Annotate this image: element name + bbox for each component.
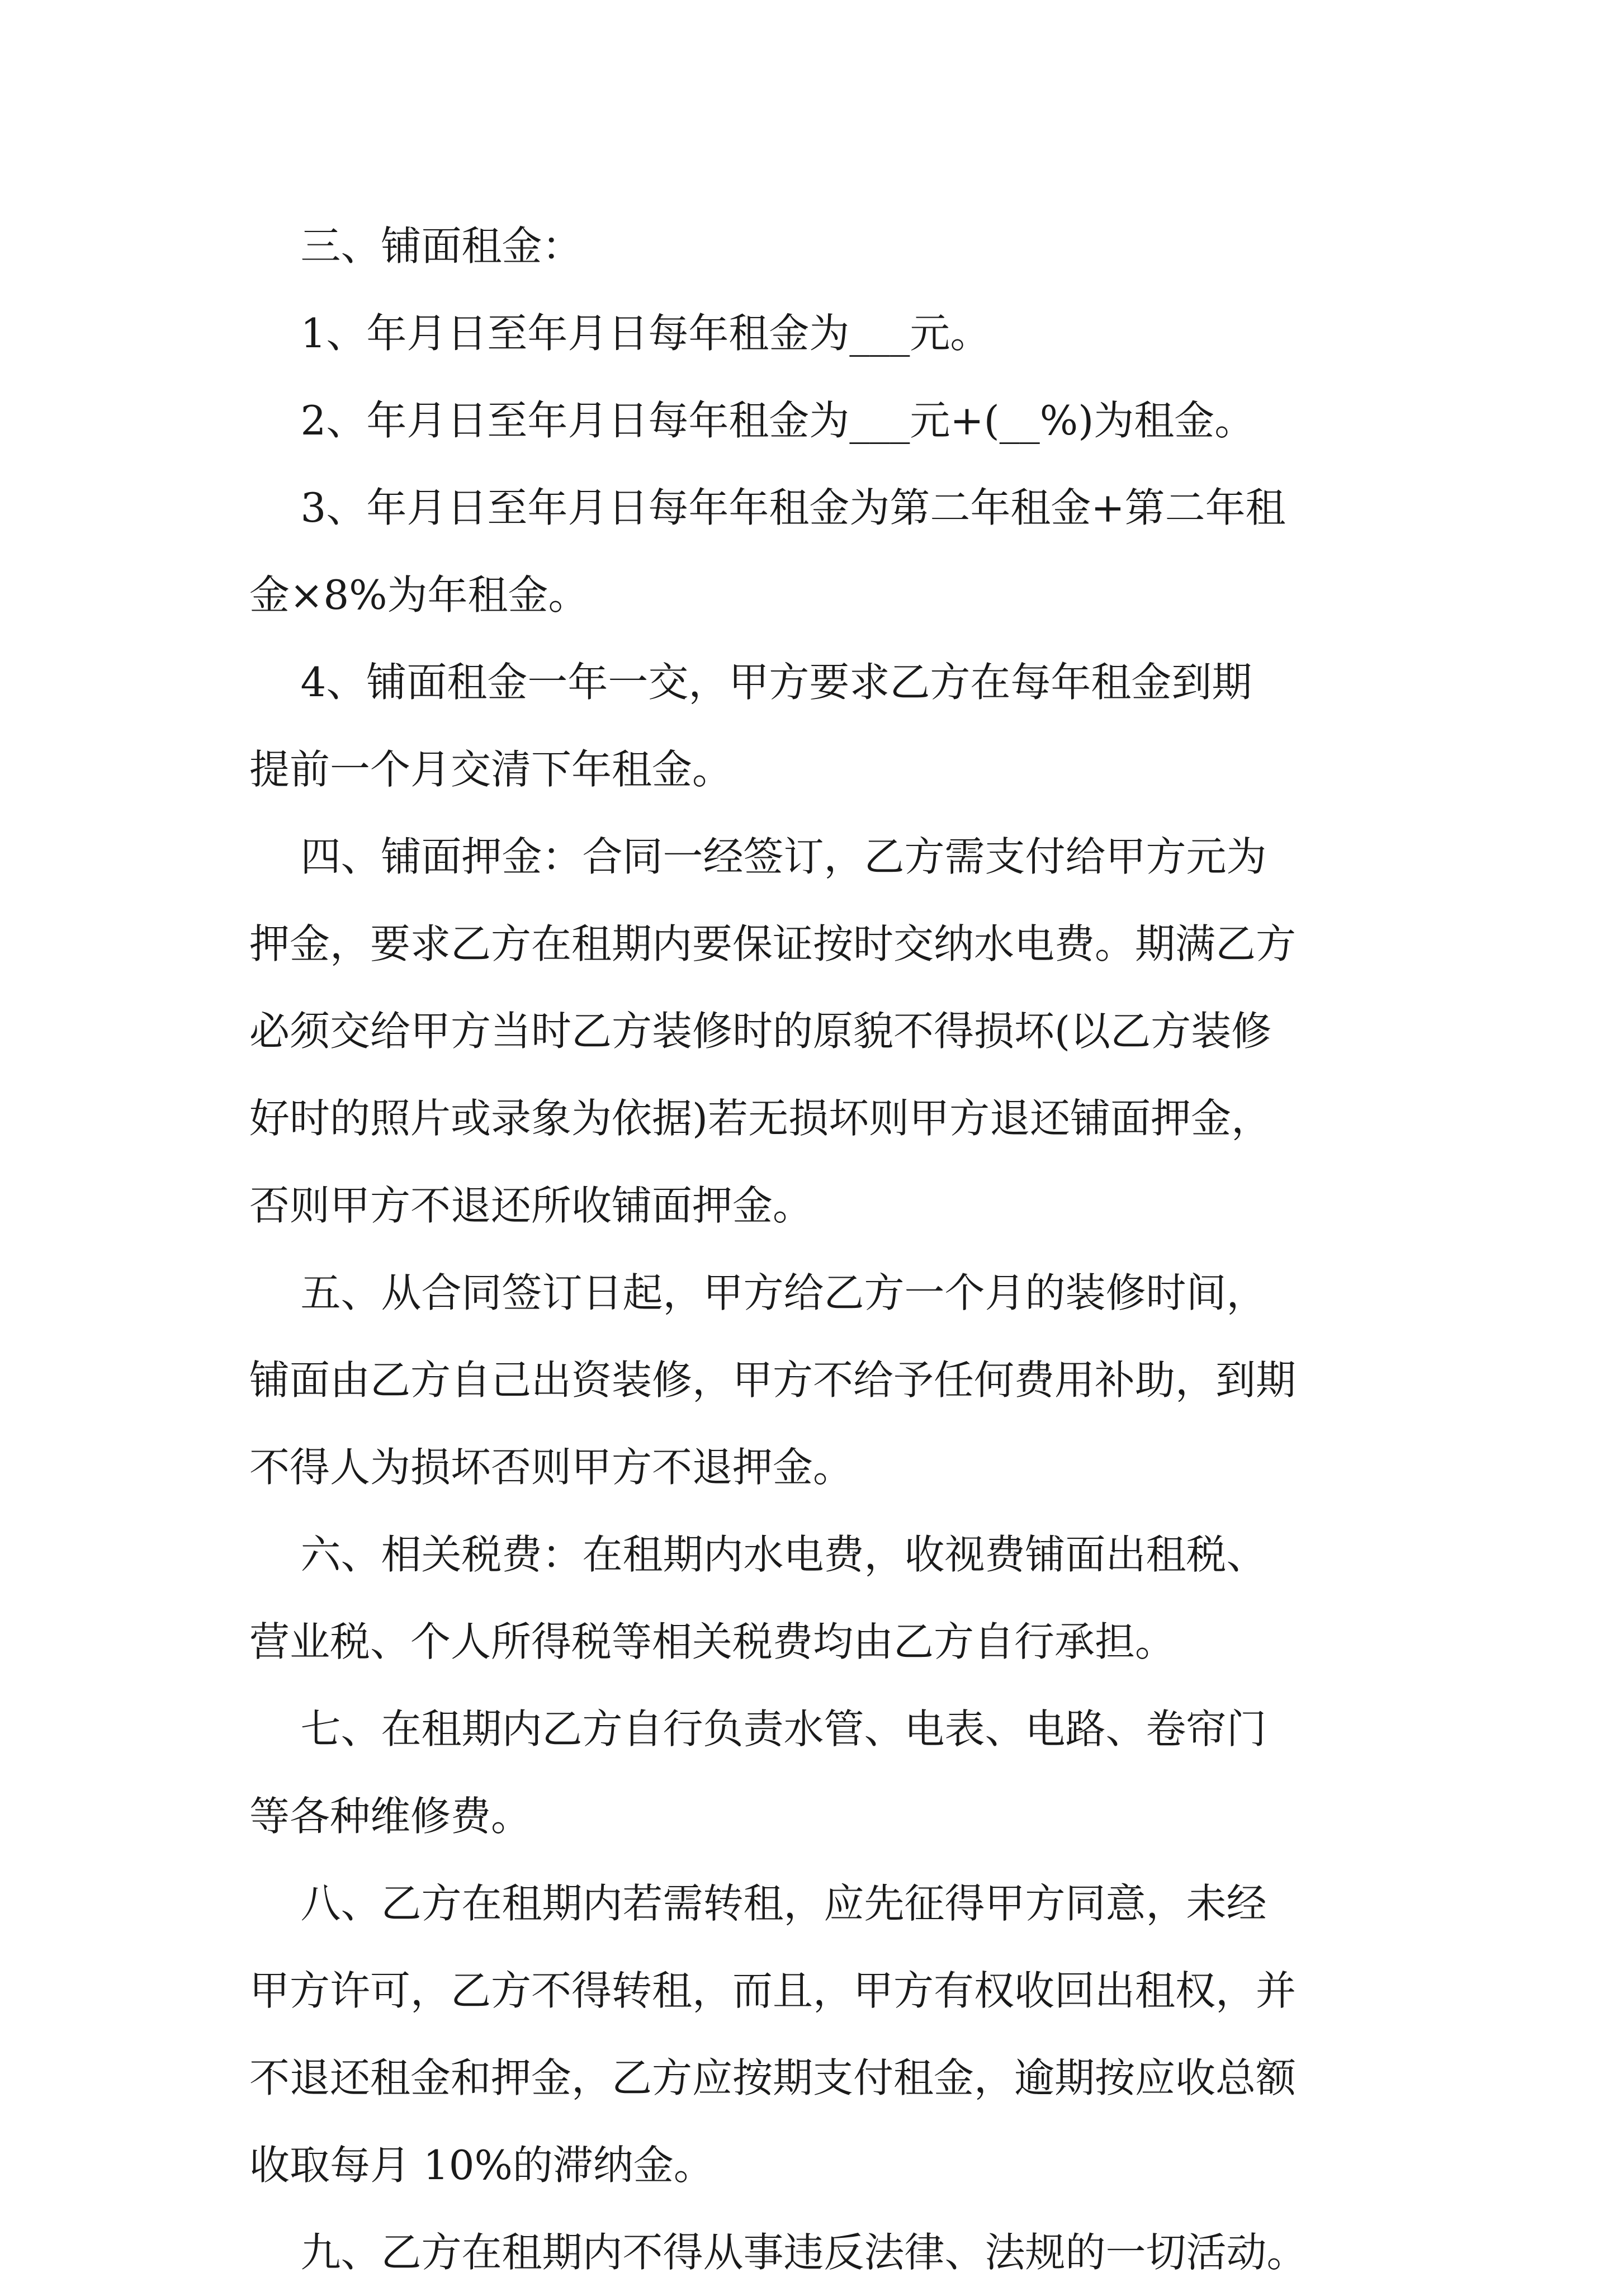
text-line: 营业税、个人所得税等相关税费均由乙方自行承担。 xyxy=(249,1618,1176,1665)
text-line: 等各种维修费。 xyxy=(249,1793,532,1840)
text-line: 五、从合同签订日起，甲方给乙方一个月的装修时间， xyxy=(249,1269,1267,1316)
text-line: 六、相关税费：在租期内水电费，收视费铺面出租税、 xyxy=(249,1531,1267,1578)
text-line: 八、乙方在租期内若需转租，应先征得甲方同意，未经 xyxy=(249,1880,1267,1927)
body-text xyxy=(249,202,1401,2296)
text-line: 否则甲方不退还所收铺面押金。 xyxy=(249,1182,813,1229)
text-line: 好时的照片或录象为依据)若无损坏则甲方退还铺面押金， xyxy=(249,1095,1272,1142)
text-line: 提前一个月交清下年租金。 xyxy=(249,746,733,793)
text-line: 4、铺面租金一年一交，甲方要求乙方在每年租金到期 xyxy=(249,659,1252,706)
text-line: 必须交给甲方当时乙方装修时的原貌不得损坏(以乙方装修 xyxy=(249,1008,1272,1055)
text-line: 四、铺面押金：合同一经签订，乙方需支付给甲方元为 xyxy=(249,833,1267,880)
text-line: 押金，要求乙方在租期内要保证按时交纳水电费。期满乙方 xyxy=(249,920,1297,967)
text-line: 三、铺面租金： xyxy=(249,223,583,270)
text-line: 铺面由乙方自己出资装修，甲方不给予任何费用补助，到期 xyxy=(249,1357,1297,1404)
text-line: 不退还租金和押金，乙方应按期支付租金，逾期按应收总额 xyxy=(249,2054,1297,2101)
document-body xyxy=(249,202,1401,2296)
text-line: 3、年月日至年月日每年年租金为第二年租金+第二年租 xyxy=(249,484,1286,531)
text-line: 金×8%为年租金。 xyxy=(249,571,589,618)
text-line: 不得人为损坏否则甲方不退押金。 xyxy=(249,1444,854,1491)
text-line: 九、乙方在租期内不得从事违反法律、法规的一切活动。 xyxy=(249,2229,1307,2276)
text-line: 2、年月日至年月日每年租金为___元+(__%)为租金。 xyxy=(249,397,1255,444)
text-line: 1、年月日至年月日每年租金为___元。 xyxy=(249,310,991,357)
text-line: 甲方许可，乙方不得转租，而且，甲方有权收回出租权，并 xyxy=(249,1967,1297,2014)
text-line: 七、在租期内乙方自行负责水管、电表、电路、卷帘门 xyxy=(249,1706,1267,1752)
text-line: 收取每月 10%的滞纳金。 xyxy=(249,2142,714,2189)
